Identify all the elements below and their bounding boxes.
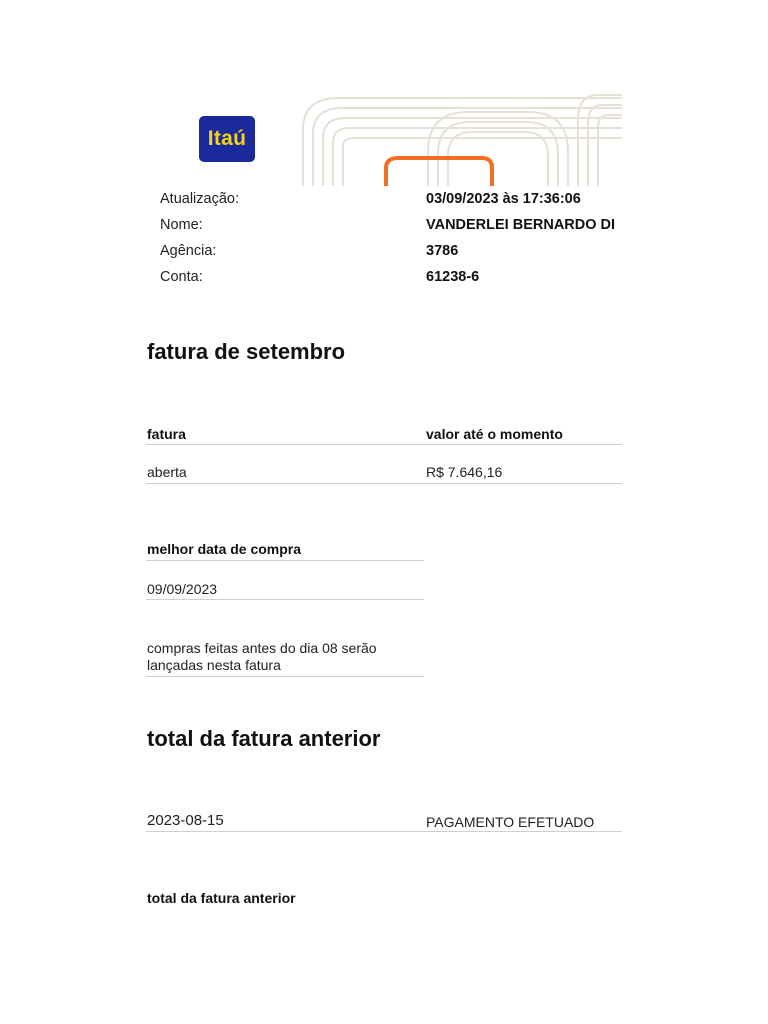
atualizacao-label: Atualização:	[160, 191, 239, 207]
header-divider	[146, 444, 622, 445]
row-divider	[146, 483, 622, 484]
atualizacao-value: 03/09/2023 às 17:36:06	[426, 191, 581, 207]
conta-label: Conta:	[160, 269, 203, 285]
anterior-subtotal-label: total da fatura anterior	[147, 890, 296, 906]
anterior-description: PAGAMENTO EFETUADO	[426, 814, 595, 830]
anterior-title: total da fatura anterior	[147, 726, 381, 751]
col-valor-header: valor até o momento	[426, 426, 563, 442]
melhor-data-value: 09/09/2023	[147, 581, 218, 597]
fatura-valor: R$ 7.646,16	[426, 464, 503, 480]
nome-label: Nome:	[160, 217, 203, 233]
decorative-banner	[298, 90, 622, 186]
melhor-data-divider	[146, 560, 424, 561]
fatura-title: fatura de setembro	[147, 339, 346, 364]
logo-text: Itaú	[207, 127, 247, 150]
melhor-data-value-divider	[146, 599, 424, 600]
col-fatura-header: fatura	[147, 426, 186, 442]
itau-logo	[199, 116, 255, 162]
nome-value: VANDERLEI BERNARDO DI	[426, 217, 616, 233]
compras-note: compras feitas antes do dia 08 serão lançadas nesta fatura	[147, 640, 377, 673]
note-divider	[146, 676, 424, 677]
conta-value: 61238-6	[426, 269, 480, 285]
agencia-label: Agência:	[160, 243, 217, 259]
anterior-date: 2023-08-15	[147, 812, 224, 829]
anterior-divider	[146, 831, 622, 832]
fatura-status: aberta	[147, 464, 187, 480]
melhor-data-label: melhor data de compra	[147, 541, 302, 557]
agencia-value: 3786	[426, 243, 459, 259]
